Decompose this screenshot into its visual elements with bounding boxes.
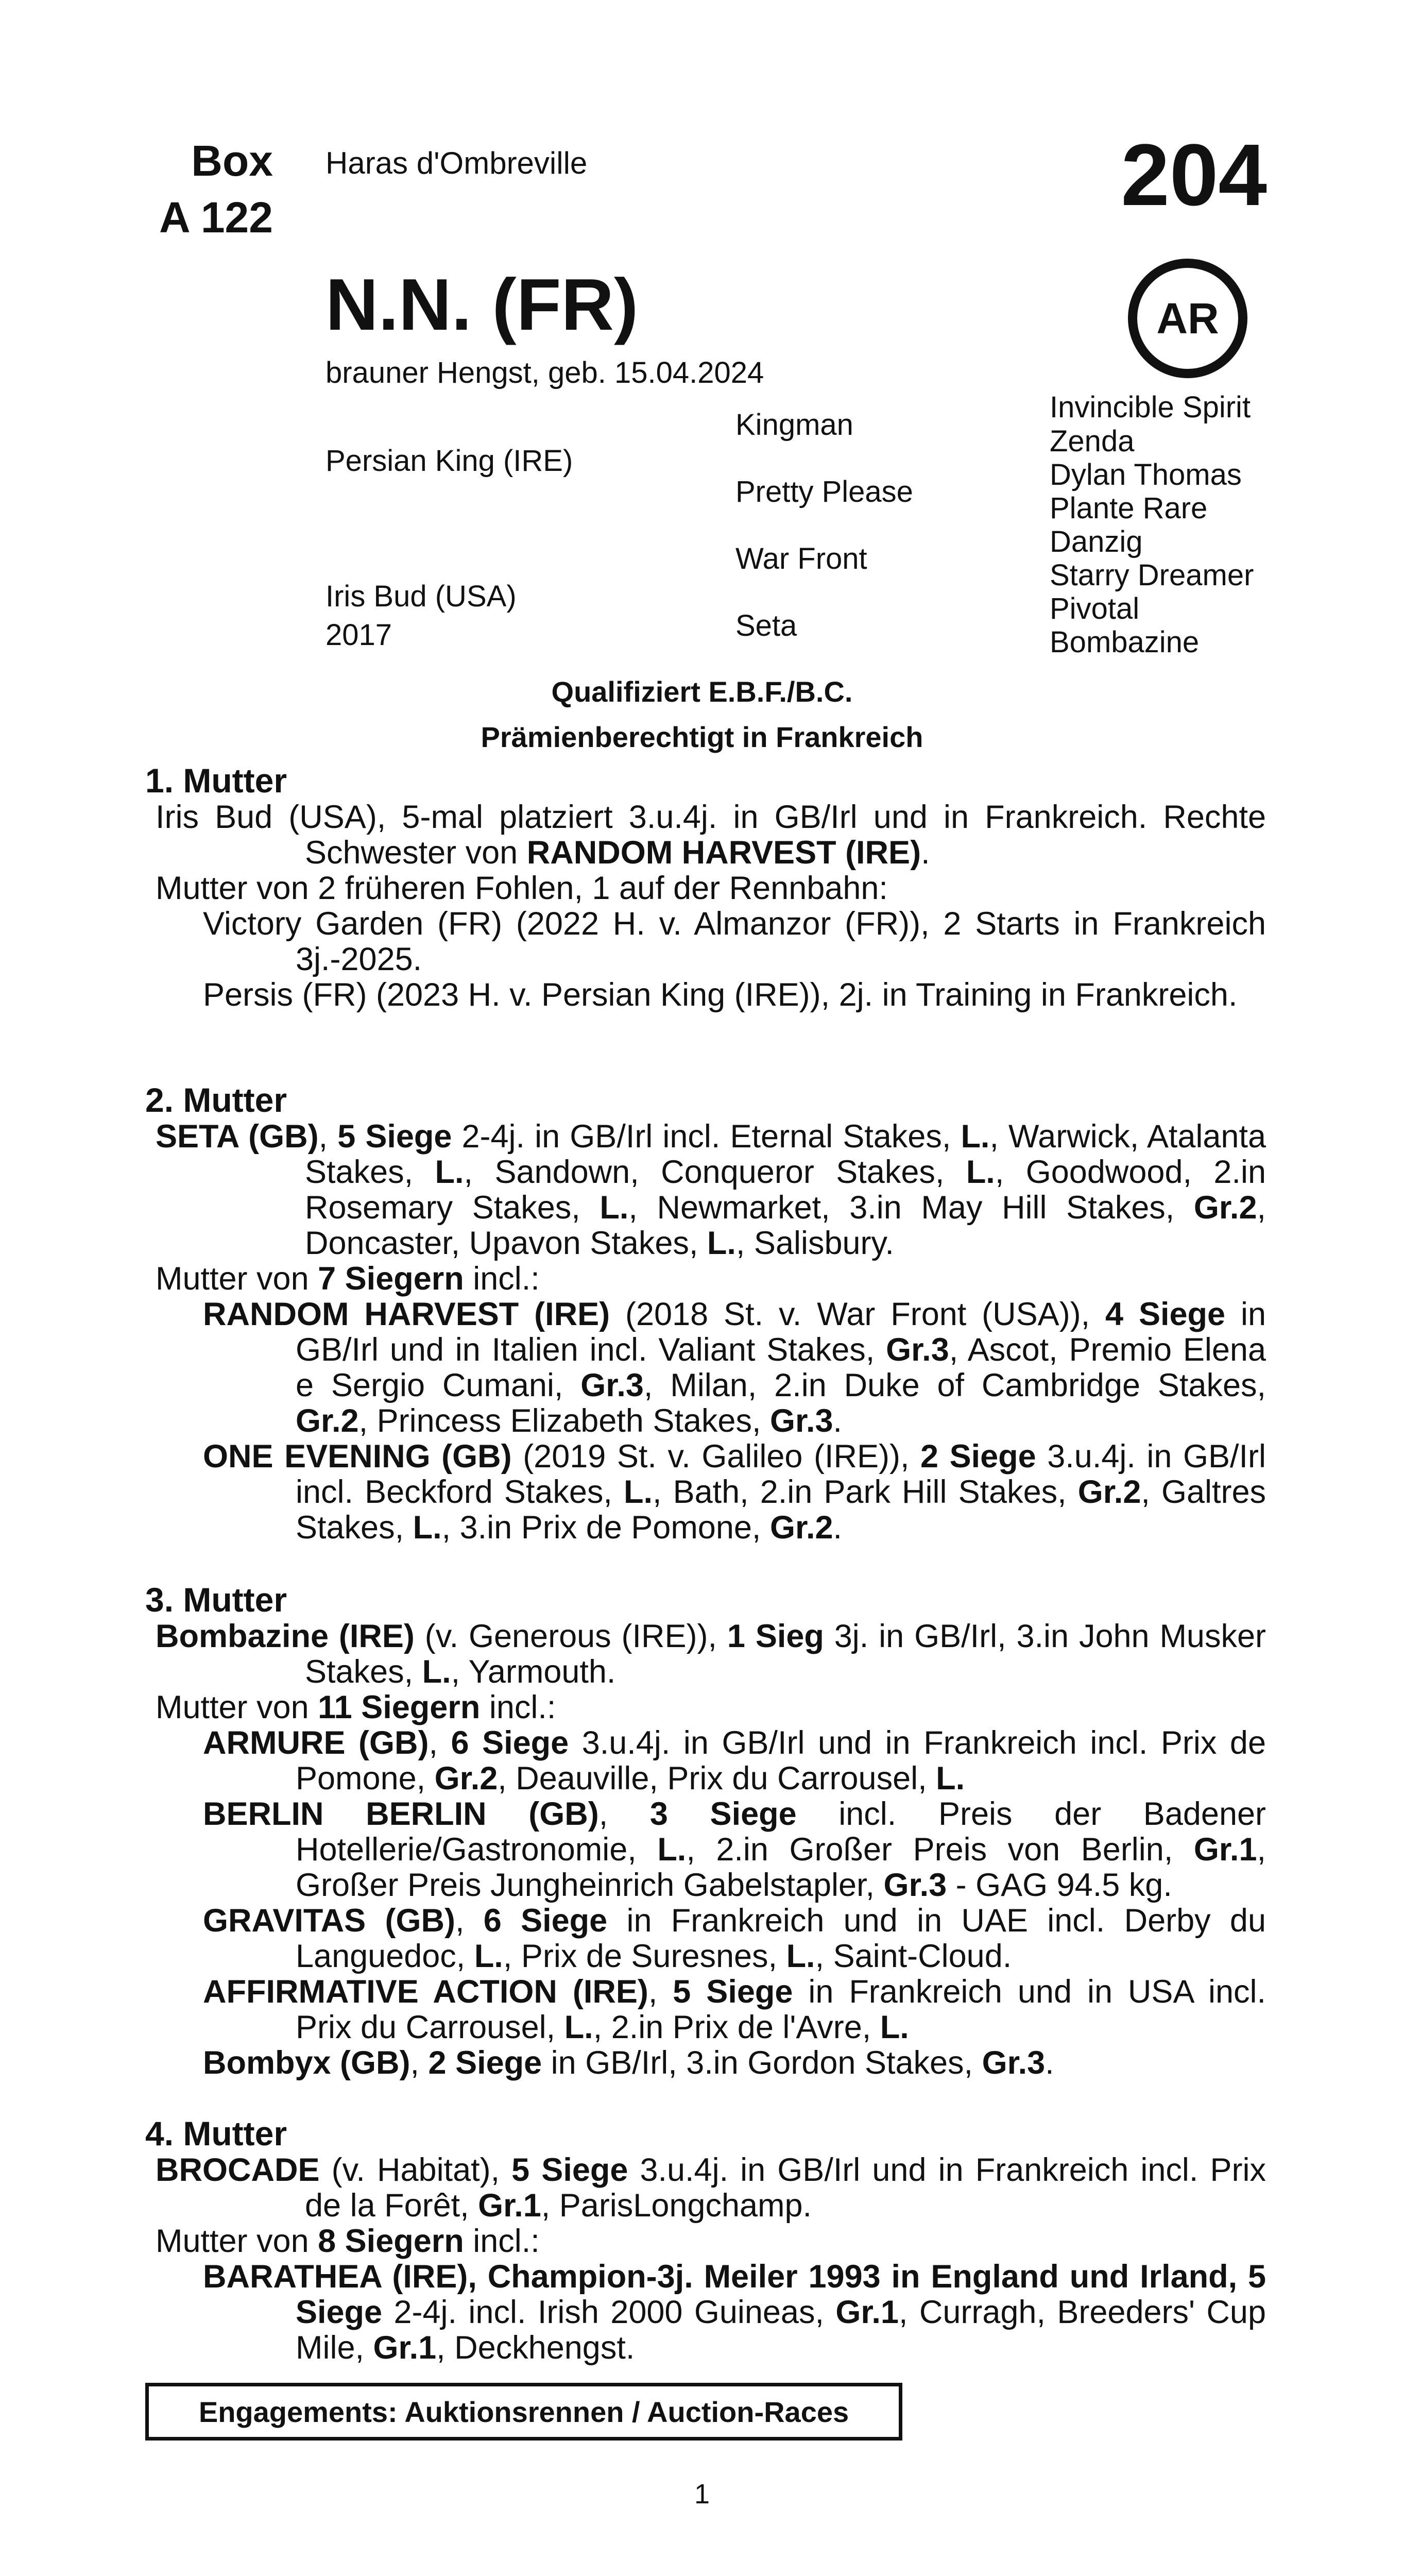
- second-dam-winners-intro: Mutter von 7 Siegern incl.:: [156, 1261, 540, 1297]
- pedigree-dam-year: 2017: [326, 618, 392, 652]
- third-dam-heading: 3. Mutter: [145, 1581, 287, 1619]
- qualification-ebf: Qualifiziert E.B.F./B.C.: [551, 675, 853, 708]
- ar-badge: [1128, 259, 1247, 378]
- pedigree-ggp: Danzig: [1050, 525, 1143, 558]
- third-dam-record: Bombazine (IRE) (v. Generous (IRE)), 1 Sieg 3j. in GB/Irl, 3.in John Musker Stakes, L., Yarmouth.: [156, 1618, 1266, 1690]
- pedigree-ggp: Invincible Spirit: [1050, 391, 1251, 424]
- third-dam-winners-intro: Mutter von 11 Siegern incl.:: [156, 1689, 556, 1725]
- first-dam-foal: Victory Garden (FR) (2022 H. v. Almanzor (FR)), 2 Starts in Frankreich 3j.-2025.: [203, 906, 1266, 977]
- section-third-dam: [145, 1581, 1266, 2081]
- second-dam-winner: ONE EVENING (GB) (2019 St. v. Galileo (IRE)), 2 Siege 3.u.4j. in GB/Irl incl. Beckford Stakes, L., Bath, 2.in Park Hill Stakes, Gr.2, Galtres Stakes, L., 3.in Prix de Pomone, Gr.2.: [203, 1438, 1266, 1546]
- pedigree-grandsire: Kingman: [735, 408, 853, 442]
- fourth-dam-winner: BARATHEA (IRE), Champion-3j. Meiler 1993 in England und Irland, 5 Siege 2-4j. incl. Irish 2000 Guineas, Gr.1, Curragh, Breeders' Cup Mile, Gr.1, Deckhengst.: [203, 2259, 1266, 2366]
- horse-name: N.N. (FR): [326, 264, 639, 346]
- pedigree-second-dam: Seta: [735, 609, 797, 642]
- second-dam-winner: RANDOM HARVEST (IRE) (2018 St. v. War Front (USA)), 4 Siege in GB/Irl und in Italien incl. Valiant Stakes, Gr.3, Ascot, Premio Elena e Sergio Cumani, Gr.3, Milan, 2.in Duke of Cambridge Stakes, Gr.2, Princess Elizabeth Stakes, Gr.3.: [203, 1296, 1266, 1439]
- third-dam-winner: Bombyx (GB), 2 Siege in GB/Irl, 3.in Gordon Stakes, Gr.3.: [203, 2045, 1054, 2081]
- third-dam-winner: ARMURE (GB), 6 Siege 3.u.4j. in GB/Irl und in Frankreich incl. Prix de Pomone, Gr.2, Deauville, Prix du Carrousel, L.: [203, 1725, 1266, 1797]
- fourth-dam-winners-intro: Mutter von 8 Siegern incl.:: [156, 2223, 540, 2259]
- box-label: Box: [191, 137, 273, 185]
- third-dam-winner: BERLIN BERLIN (GB), 3 Siege incl. Preis der Badener Hotellerie/Gastronomie, L., 2.in Großer Preis von Berlin, Gr.1, Großer Preis Jungheinrich Gabelstapler, Gr.3 - GAG 94.5 kg.: [203, 1796, 1266, 1903]
- lot-number: 204: [1121, 126, 1267, 224]
- fourth-dam-heading: 4. Mutter: [145, 2114, 287, 2153]
- section-fourth-dam: [145, 2114, 1266, 2366]
- engagements-box: [145, 2383, 902, 2441]
- section-second-dam: [145, 1081, 1266, 1546]
- pedigree-ggp: Pivotal: [1050, 592, 1140, 625]
- first-dam-record: Iris Bud (USA), 5-mal platziert 3.u.4j. in GB/Irl und in Frankreich. Rechte Schwester von RANDOM HARVEST (IRE).: [156, 799, 1266, 871]
- box-id: A 122: [159, 193, 273, 242]
- qualification-premium: Prämienberechtigt in Frankreich: [481, 721, 923, 753]
- third-dam-winner: AFFIRMATIVE ACTION (IRE), 5 Siege in Frankreich und in USA incl. Prix du Carrousel, L., 2.in Prix de l'Avre, L.: [203, 1974, 1266, 2045]
- pedigree-ggp: Plante Rare: [1050, 492, 1208, 525]
- second-dam-heading: 2. Mutter: [145, 1081, 287, 1119]
- pedigree-damsire: War Front: [735, 542, 867, 575]
- section-first-dam: [145, 761, 1266, 1013]
- first-dam-foal: Persis (FR) (2023 H. v. Persian King (IRE)), 2j. in Training in Frankreich.: [203, 977, 1238, 1013]
- pedigree-granddam: Pretty Please: [735, 475, 913, 509]
- page-number: 1: [694, 2479, 710, 2510]
- first-dam-foals-intro: Mutter von 2 früheren Fohlen, 1 auf der Rennbahn:: [156, 870, 888, 906]
- first-dam-heading: 1. Mutter: [145, 761, 287, 800]
- pedigree-ggp: Starry Dreamer: [1050, 558, 1254, 592]
- pedigree-ggp: Bombazine: [1050, 625, 1200, 659]
- third-dam-winner: GRAVITAS (GB), 6 Siege in Frankreich und in UAE incl. Derby du Languedoc, L., Prix de Suresnes, L., Saint-Cloud.: [203, 1903, 1266, 1974]
- second-dam-record: SETA (GB), 5 Siege 2-4j. in GB/Irl incl. Eternal Stakes, L., Warwick, Atalanta Stakes, L., Sandown, Conqueror Stakes, L., Goodwood, 2.in Rosemary Stakes, L., Newmarket, 3.in May Hill Stakes, Gr.2, Doncaster, Upavon Stakes, L., Salisbury.: [156, 1118, 1266, 1261]
- pedigree-ggp: Zenda: [1050, 425, 1135, 458]
- engagements-label: Engagements: Auktionsrennen / Auction-Races: [198, 2395, 849, 2428]
- pedigree-sire: Persian King (IRE): [326, 444, 573, 478]
- horse-description: brauner Hengst, geb. 15.04.2024: [326, 356, 764, 389]
- breeder-name: Haras d'Ombreville: [326, 146, 588, 180]
- ar-badge-label: AR: [1156, 294, 1219, 343]
- pedigree-ggp: Dylan Thomas: [1050, 458, 1242, 492]
- pedigree-dam: Iris Bud (USA): [326, 580, 517, 613]
- fourth-dam-record: BROCADE (v. Habitat), 5 Siege 3.u.4j. in GB/Irl und in Frankreich incl. Prix de la Forêt, Gr.1, ParisLongchamp.: [156, 2152, 1266, 2224]
